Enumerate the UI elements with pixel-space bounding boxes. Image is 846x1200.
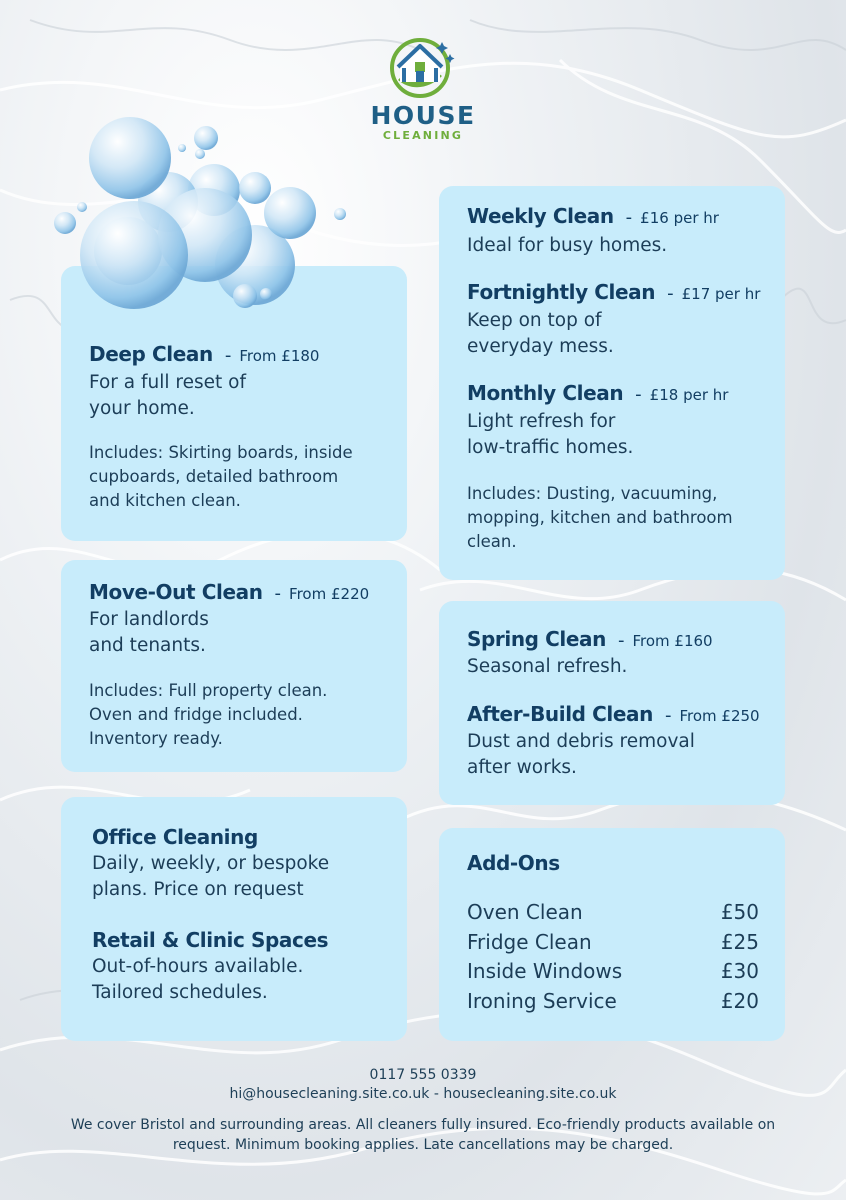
- add-ons-list: [467, 898, 759, 1016]
- service-description: For landlords: [89, 609, 209, 630]
- deep-clean-heading: [89, 342, 319, 366]
- service-description: Daily, weekly, or bespoke: [92, 853, 330, 874]
- add-on-name: Ironing Service: [467, 988, 617, 1013]
- includes-text: cupboards, detailed bathroom: [89, 467, 339, 486]
- service-title: Monthly Clean: [467, 381, 624, 405]
- house-logo-icon: [390, 36, 456, 98]
- add-on-name: Oven Clean: [467, 900, 583, 924]
- service-description: after works.: [467, 757, 577, 778]
- service-price: £16 per hr: [640, 209, 719, 227]
- footer-phone: 0117 555 0339: [369, 1067, 477, 1083]
- card-commercial: [61, 797, 407, 1041]
- service-description: low-traffic homes.: [467, 437, 634, 458]
- service-title: Fortnightly Clean: [467, 280, 656, 304]
- add-on-row: [467, 987, 759, 1017]
- service-price: From £180: [239, 347, 320, 365]
- service-description: Dust and debris removal: [467, 731, 695, 752]
- service-description: plans. Price on request: [92, 879, 304, 900]
- soap-bubbles-image: [50, 110, 360, 325]
- service-title: Office Cleaning: [92, 825, 258, 849]
- footer-contact: hi@housecleaning.site.co.uk - housecleaning.site.co.uk: [229, 1086, 617, 1102]
- includes-text: Inventory ready.: [89, 729, 223, 748]
- service-description: and tenants.: [89, 635, 206, 656]
- card-move-out-clean: [61, 560, 407, 772]
- add-on-row: [467, 957, 759, 987]
- service-title: Deep Clean: [89, 342, 213, 366]
- includes-text: Includes: Full property clean.: [89, 681, 328, 700]
- service-title: After-Build Clean: [467, 702, 653, 726]
- includes-text: Includes: Dusting, vacuuming,: [467, 484, 718, 503]
- separator: -: [224, 345, 232, 366]
- service-description: Tailored schedules.: [92, 982, 268, 1003]
- logo-wordmark: HOUSE: [370, 101, 476, 130]
- service-title: Move-Out Clean: [89, 580, 263, 604]
- add-on-name: Fridge Clean: [467, 929, 592, 954]
- add-on-row: [467, 928, 759, 958]
- separator: -: [625, 207, 633, 228]
- card-add-ons: [439, 828, 785, 1041]
- add-on-price: £25: [720, 929, 759, 954]
- separator: -: [274, 583, 282, 604]
- service-description: For a full reset of: [89, 372, 246, 393]
- service-title: Weekly Clean: [467, 204, 614, 228]
- logo: [360, 36, 486, 146]
- service-price: From £220: [289, 585, 370, 603]
- service-price: £18 per hr: [649, 386, 729, 404]
- includes-text: mopping, kitchen and bathroom: [467, 508, 733, 527]
- service-title: Spring Clean: [467, 627, 606, 651]
- separator: -: [667, 283, 674, 304]
- add-on-row: [467, 898, 759, 928]
- service-description: your home.: [89, 398, 195, 419]
- service-description: Keep on top of: [467, 310, 602, 331]
- includes-text: Oven and fridge included.: [89, 705, 303, 724]
- service-description: Out-of-hours available.: [92, 956, 304, 977]
- includes-text: Includes: Skirting boards, inside: [89, 443, 353, 462]
- includes-text: and kitchen clean.: [89, 491, 241, 510]
- logo-tagline: CLEANING: [382, 129, 464, 142]
- service-description: Ideal for busy homes.: [467, 235, 668, 256]
- add-on-price: £20: [720, 988, 759, 1013]
- service-description: everyday mess.: [467, 336, 614, 357]
- service-price: From £160: [632, 632, 713, 650]
- includes-text: clean.: [467, 532, 517, 551]
- service-price: £17 per hr: [681, 285, 761, 303]
- add-on-name: Inside Windows: [467, 959, 623, 983]
- separator: -: [635, 384, 642, 405]
- service-description: Seasonal refresh.: [467, 656, 628, 677]
- card-seasonal-cleans: [439, 601, 785, 805]
- separator: -: [618, 630, 625, 651]
- footer-notice: We cover Bristol and surrounding areas. All cleaners fully insured. Eco-friendly products available on request. Minimum booking applies. Late cancellations may be charged.: [70, 1117, 776, 1153]
- service-title: Retail & Clinic Spaces: [92, 928, 329, 952]
- card-regular-cleans: [439, 186, 785, 580]
- add-on-price: £50: [720, 900, 759, 924]
- add-ons-title: Add-Ons: [467, 851, 560, 875]
- separator: -: [664, 705, 672, 726]
- service-description: Light refresh for: [467, 411, 616, 432]
- add-on-price: £30: [720, 959, 759, 983]
- service-price: From £250: [679, 707, 760, 725]
